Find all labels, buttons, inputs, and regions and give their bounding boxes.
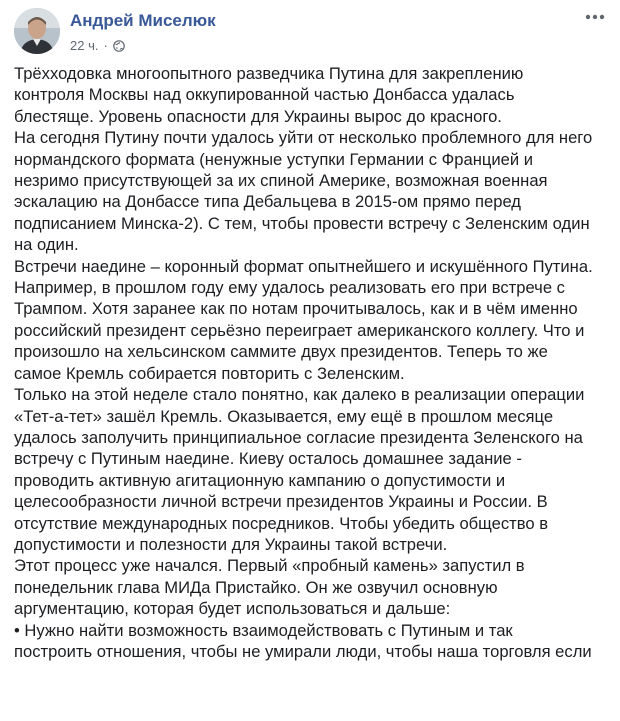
post-line: Встречи наедине – коронный формат опытнейшего и искушённого Путина. <box>14 256 593 276</box>
post-line: эскалацию на Донбассе типа Дебальцева в 2015-ом прямо перед <box>14 192 521 212</box>
timestamp[interactable]: 22 ч. <box>70 38 99 53</box>
post-line: незримо присутствующей за их спиной Америке, возможная военная <box>14 171 548 191</box>
post-header <box>14 8 606 56</box>
post-line: понедельник глава МИДа Пристайко. Он же озвучил основную <box>14 577 498 597</box>
post-line: блестяще. Уровень опасности для Украины вырос до красного. <box>14 106 502 126</box>
post-line: Например, в прошлом году ему удалось реализовать его при встрече с <box>14 278 565 298</box>
post-line: проводить активную агитационную кампанию о допустимости и <box>14 470 506 490</box>
post-text <box>14 63 614 662</box>
post-line: подписанием Минска-2). С тем, чтобы провести встречу с Зеленским один <box>14 213 590 233</box>
post-line: Только на этой неделе стало понятно, как далеко в реализации операции <box>14 385 585 405</box>
post-line: встречу с Путиным наедине. Киеву осталось домашнее задание - <box>14 449 522 469</box>
post-line: • Нужно найти возможность взаимодействовать с Путиным и так <box>14 620 513 640</box>
post-line: построить отношения, чтобы не умирали люди, чтобы наша торговля если <box>14 641 592 661</box>
post-line: на один. <box>14 235 79 255</box>
post-line: аргументацию, которая будет использоваться и дальше: <box>14 599 451 619</box>
post-line: самое Кремль собирается повторить с Зеленским. <box>14 363 405 383</box>
post-line: нормандского формата (ненужные уступки Германии с Францией и <box>14 149 534 169</box>
ellipsis-icon[interactable] <box>584 12 606 22</box>
post-line: допустимости и полезности для Украины такой встречи. <box>14 534 448 554</box>
post-line: Трампом. Хотя заранее как по нотам прочитывалось, как и в чём именно <box>14 299 578 319</box>
post-line: Трёхходовка многоопытного разведчика Путина для закреплению <box>14 64 524 83</box>
globe-icon[interactable] <box>113 40 125 52</box>
post-line: контроля Москвы над оккупированной частью Донбасса удалась <box>14 85 515 105</box>
post-line: целесообразности личной встречи президентов Украины и России. В <box>14 492 548 512</box>
author-name[interactable]: Андрей Миселюк <box>70 11 216 30</box>
post-line: На сегодня Путину почти удалось уйти от несколько проблемного для него <box>14 128 593 148</box>
post-line: Этот процесс уже начался. Первый «пробный камень» запустил в <box>14 556 525 576</box>
post-line: произошло на хельсинском саммите двух президентов. Теперь то же <box>14 342 548 362</box>
post-meta <box>70 38 125 53</box>
post-line: «Тет-а-тет» зашёл Кремль. Оказывается, ему ещё в прошлом месяце <box>14 406 554 426</box>
post-line: удалось заполучить принципиальное согласие президента Зеленского на <box>14 427 583 447</box>
post-line: отсутствие международных посредников. Чтобы убедить общество в <box>14 513 549 533</box>
avatar[interactable] <box>14 8 60 54</box>
separator-dot: · <box>103 38 108 53</box>
avatar-photo <box>14 8 60 54</box>
post-line: российский президент серьёзно переиграет американского коллегу. Что и <box>14 320 585 340</box>
